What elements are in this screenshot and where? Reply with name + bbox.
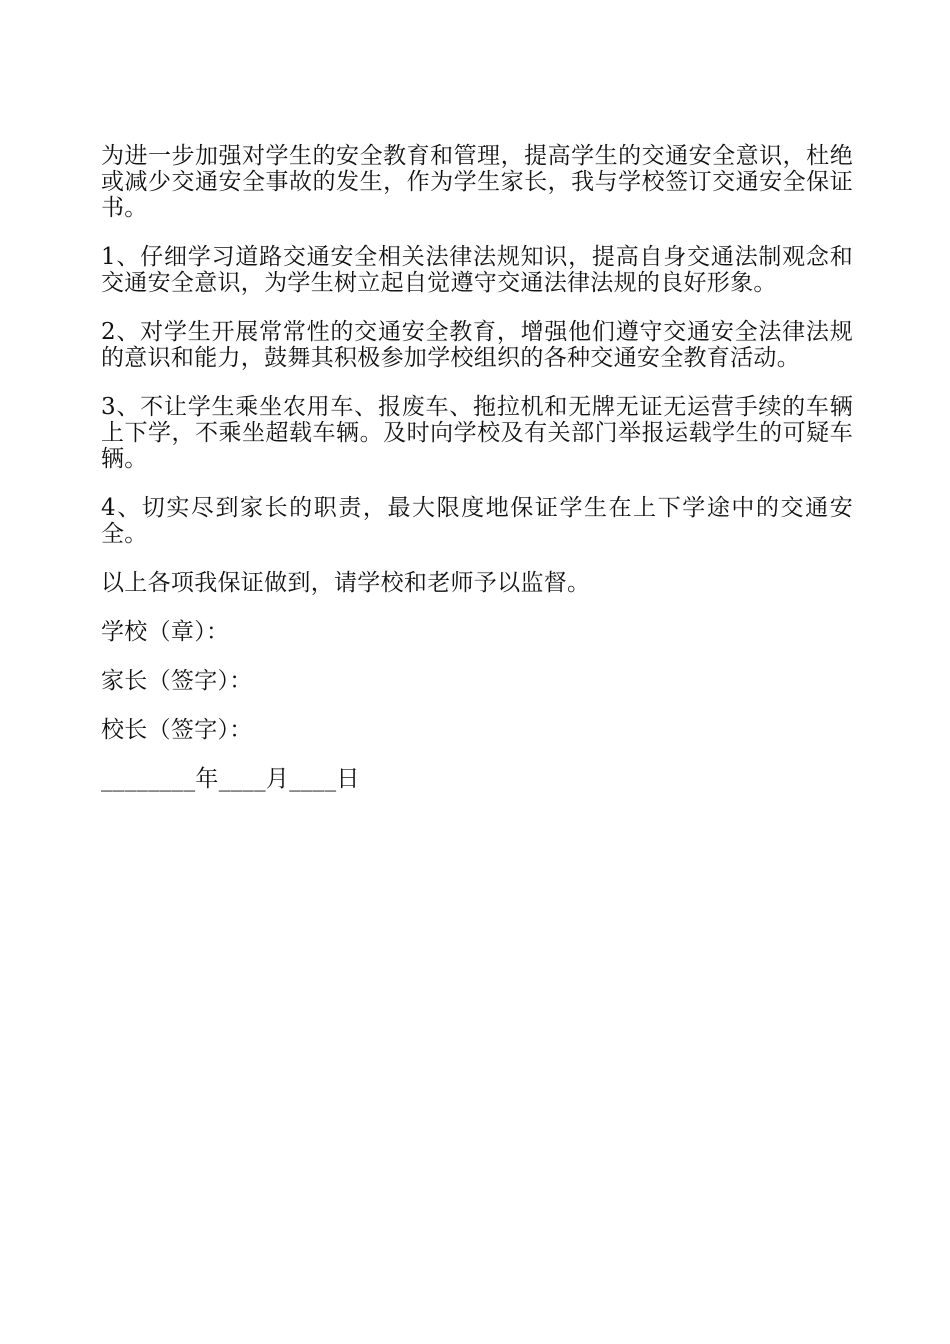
item-1-paragraph: 1、仔细学习道路交通安全相关法律法规知识，提高自身交通法制观念和交通安全意识，为学生树立起自觉遵守交通法律法规的良好形象。	[101, 244, 853, 296]
document-body	[101, 143, 853, 815]
item-2-paragraph: 2、对学生开展常常性的交通安全教育，增强他们遵守交通安全法律法规的意识和能力，鼓舞其积极参加学校组织的各种交通安全教育活动。	[101, 319, 853, 371]
closing-paragraph: 以上各项我保证做到，请学校和老师予以监督。	[101, 570, 591, 596]
school-stamp-line: 学校（章）：	[101, 619, 230, 645]
item-4-paragraph: 4、切实尽到家长的职责，最大限度地保证学生在上下学途中的交通安全。	[101, 495, 853, 547]
parent-signature-line: 家长（签字）：	[101, 668, 253, 694]
principal-signature-line: 校长（签字）：	[101, 717, 253, 743]
intro-paragraph: 为进一步加强对学生的安全教育和管理，提高学生的交通安全意识，杜绝或减少交通安全事故的发生，作为学生家长，我与学校签订交通安全保证书。	[101, 143, 853, 221]
item-3-paragraph: 3、不让学生乘坐农用车、报废车、拖拉机和无牌无证无运营手续的车辆上下学，不乘坐超载车辆。及时向学校及有关部门举报运载学生的可疑车辆。	[101, 394, 853, 472]
date-line: ________年____月____日	[101, 766, 360, 792]
